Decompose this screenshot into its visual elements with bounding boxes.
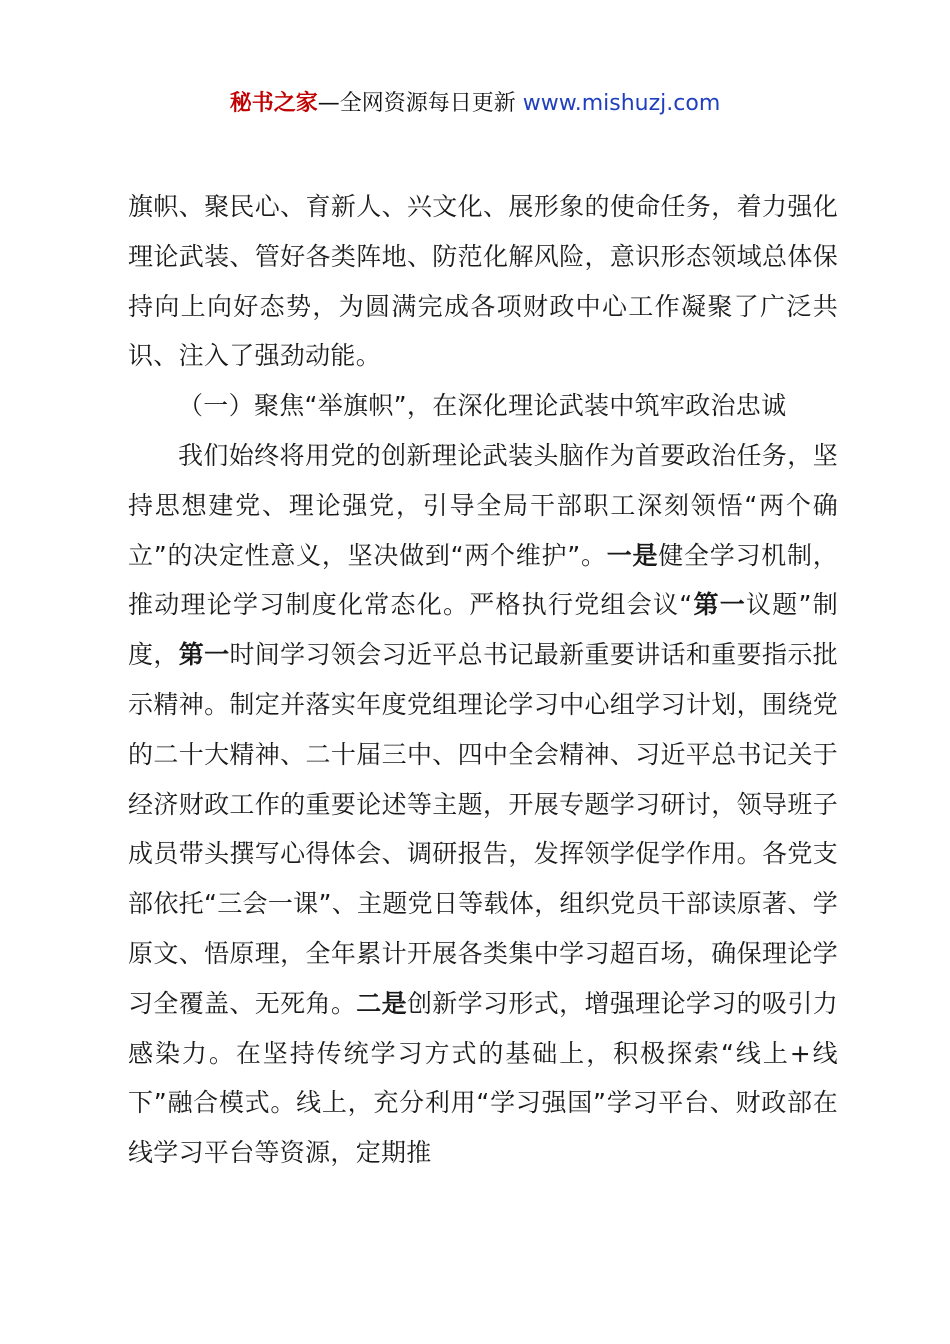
document-body [128,182,838,1178]
emphasis-second: 二是 [356,988,407,1018]
text-span: 创新学习形式，增强理论学习的吸引力感染力。在坚持传统学习方式的基础上，积极探索“线上+线下”融合模式。线上，充分利用“学习强国”学习平台、财政部在线学习平台等资源，定期推 [128,988,838,1168]
paragraph-intro: 旗帜、聚民心、育新人、兴文化、展形象的使命任务，着力强化理论武装、管好各类阵地、防范化解风险，意识形态领域总体保持向上向好态势，为圆满完成各项财政中心工作凝聚了广泛共识、注入了强劲动能。 [128,192,838,371]
site-header [0,88,950,120]
emphasis-diyi: 第一 [178,640,230,670]
text-span: 议题”制度， [128,590,838,670]
emphasis-diyi: 第一 [692,590,746,620]
text-span: 我们始终将用党的创新理论武装头脑作为首要政治任务，坚持思想建党、理论强党，引导全局干部职工深刻领悟“两个确立”的决定性意义，坚决做到“两个维护”。 [128,440,838,570]
site-url-link[interactable]: www.mishuzj.com [522,91,721,116]
emphasis-first: 一是 [606,540,659,570]
site-slogan: —全网资源每日更新 [317,91,523,116]
site-brand: 秘书之家 [229,91,318,116]
text-span: 健全学习机制，推动理论学习制度化常态化。严格执行党组会议“ [128,540,838,620]
paragraph-main [128,431,838,1178]
section-heading: （一）聚焦“举旗帜”，在深化理论武装中筑牢政治忠诚 [178,391,787,421]
text-span: 时间学习领会习近平总书记最新重要讲话和重要指示批示精神。制定并落实年度党组理论学习中心组学习计划，围绕党的二十大精神、二十届三中、四中全会精神、习近平总书记关于经济财政工作的重要论述等主题，开展专题学习研讨，领导班子成员带头撰写心得体会、调研报告，发挥领学促学作用。各党支部依托“三会一课”、主题党日等载体，组织党员干部读原著、学原文、悟原理，全年累计开展各类集中学习超百场，确保理论学习全覆盖、无死角。 [128,640,838,1018]
